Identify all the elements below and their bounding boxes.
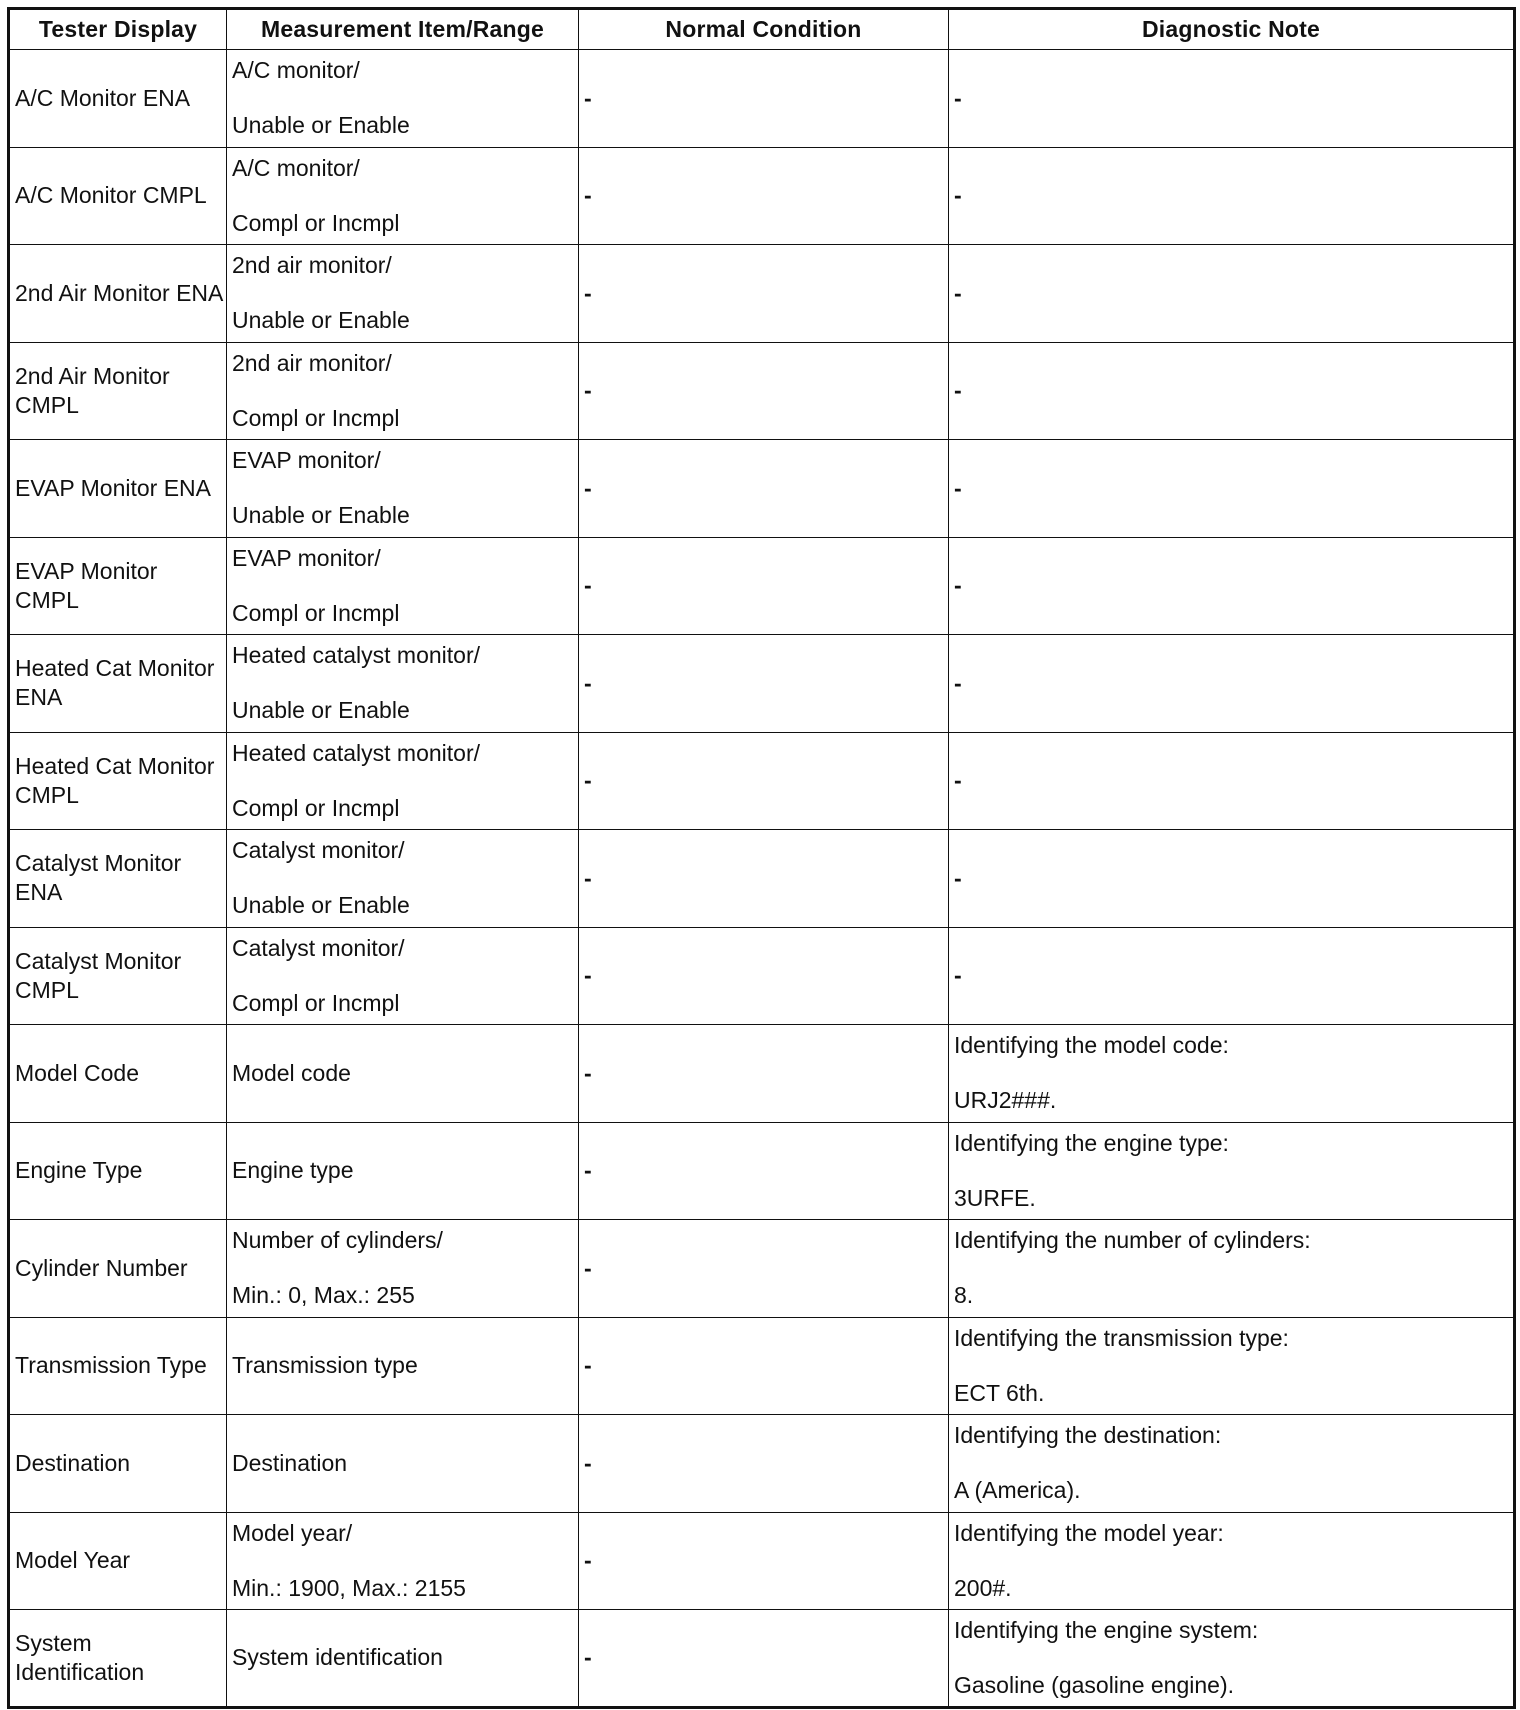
tester-display-cell xyxy=(9,1220,227,1318)
tester-display-cell xyxy=(9,1512,227,1610)
diagnostic-note-text: Identifying the engine system: xyxy=(954,1616,1259,1643)
diagnostic-note-cell xyxy=(949,635,1515,733)
measurement-range-text: Compl or Incmpl xyxy=(232,209,400,236)
diagnostic-note-cell xyxy=(949,342,1515,440)
table-row xyxy=(9,245,1515,343)
measurement-item-text: Model code xyxy=(232,1059,351,1086)
normal-condition-text: - xyxy=(584,1059,592,1086)
measurement-range-text: Compl or Incmpl xyxy=(232,989,400,1016)
measurement-item-cell xyxy=(227,440,579,538)
normal-condition-cell xyxy=(579,147,949,245)
measurement-item-cell xyxy=(227,927,579,1025)
diagnostic-note-cell xyxy=(949,440,1515,538)
measurement-item-text: A/C monitor/ xyxy=(232,154,360,181)
diagnostic-note-text: - xyxy=(954,377,962,404)
measurement-item-text: Engine type xyxy=(232,1157,354,1184)
normal-condition-cell xyxy=(579,732,949,830)
measurement-range-text: Unable or Enable xyxy=(232,697,410,724)
tester-display-cell xyxy=(9,732,227,830)
measurement-range-text: Min.: 1900, Max.: 2155 xyxy=(232,1574,466,1601)
diagnostic-note-value: 200#. xyxy=(954,1574,1012,1601)
measurement-item-cell xyxy=(227,147,579,245)
data-list-table xyxy=(7,7,1516,1709)
header-normal-condition: Normal Condition xyxy=(579,9,949,50)
table-body xyxy=(9,50,1515,1708)
normal-condition-text: - xyxy=(584,669,592,696)
normal-condition-text: - xyxy=(584,1157,592,1184)
measurement-range-text: Unable or Enable xyxy=(232,892,410,919)
diagnostic-note-value: 8. xyxy=(954,1282,974,1309)
table-row xyxy=(9,147,1515,245)
tester-display-cell xyxy=(9,50,227,148)
measurement-item-cell xyxy=(227,635,579,733)
tester-display-text: Model Year xyxy=(15,1547,131,1574)
normal-condition-text: - xyxy=(584,84,592,111)
diagnostic-note-value: ECT 6th. xyxy=(954,1379,1045,1406)
measurement-item-cell xyxy=(227,1122,579,1220)
normal-condition-text: - xyxy=(584,962,592,989)
tester-display-cell xyxy=(9,1122,227,1220)
tester-display-cell xyxy=(9,1415,227,1513)
measurement-item-text: A/C monitor/ xyxy=(232,57,360,84)
tester-display-text: System Identification xyxy=(15,1629,145,1685)
table-row xyxy=(9,732,1515,830)
diagnostic-note-value: Gasoline (gasoline engine). xyxy=(954,1671,1235,1698)
diagnostic-note-cell xyxy=(949,245,1515,343)
measurement-item-text: Model year/ xyxy=(232,1519,353,1546)
measurement-item-cell xyxy=(227,1610,579,1708)
tester-display-text: Engine Type xyxy=(15,1157,143,1184)
measurement-item-text: 2nd air monitor/ xyxy=(232,252,392,279)
measurement-item-text: Number of cylinders/ xyxy=(232,1227,443,1254)
diagnostic-note-text: Identifying the model code: xyxy=(954,1032,1229,1059)
table-row xyxy=(9,50,1515,148)
normal-condition-cell xyxy=(579,635,949,733)
diagnostic-note-text: - xyxy=(954,279,962,306)
diagnostic-note-value: URJ2###. xyxy=(954,1087,1057,1114)
measurement-range-text: Unable or Enable xyxy=(232,502,410,529)
measurement-range-text: Unable or Enable xyxy=(232,112,410,139)
measurement-item-text: Catalyst monitor/ xyxy=(232,837,405,864)
tester-display-cell xyxy=(9,440,227,538)
tester-display-text: Catalyst Monitor CMPL xyxy=(15,947,182,1003)
normal-condition-cell xyxy=(579,440,949,538)
tester-display-text: Model Code xyxy=(15,1059,140,1086)
diagnostic-note-cell xyxy=(949,830,1515,928)
table-row xyxy=(9,440,1515,538)
measurement-item-text: Catalyst monitor/ xyxy=(232,934,405,961)
header-measurement-item: Measurement Item/Range xyxy=(227,9,579,50)
tester-display-text: Cylinder Number xyxy=(15,1254,188,1281)
diagnostic-note-text: - xyxy=(954,84,962,111)
tester-display-cell xyxy=(9,927,227,1025)
tester-display-text: Heated Cat Monitor CMPL xyxy=(15,752,215,808)
measurement-item-text: Heated catalyst monitor/ xyxy=(232,642,481,669)
diagnostic-note-cell xyxy=(949,50,1515,148)
table-row xyxy=(9,1317,1515,1415)
diagnostic-note-cell xyxy=(949,1512,1515,1610)
measurement-item-cell xyxy=(227,1025,579,1123)
tester-display-cell xyxy=(9,1317,227,1415)
diagnostic-note-text: Identifying the number of cylinders: xyxy=(954,1227,1311,1254)
table-row xyxy=(9,537,1515,635)
normal-condition-text: - xyxy=(584,767,592,794)
normal-condition-cell xyxy=(579,245,949,343)
measurement-item-text: System identification xyxy=(232,1644,443,1671)
normal-condition-text: - xyxy=(584,279,592,306)
normal-condition-cell xyxy=(579,927,949,1025)
measurement-range-text: Min.: 0, Max.: 255 xyxy=(232,1282,415,1309)
table-row xyxy=(9,1512,1515,1610)
normal-condition-cell xyxy=(579,342,949,440)
tester-display-text: Transmission Type xyxy=(15,1352,207,1379)
diagnostic-note-cell xyxy=(949,1122,1515,1220)
table-row xyxy=(9,635,1515,733)
measurement-item-text: Transmission type xyxy=(232,1352,418,1379)
diagnostic-note-cell xyxy=(949,732,1515,830)
diagnostic-note-text: Identifying the engine type: xyxy=(954,1129,1229,1156)
tester-display-cell xyxy=(9,635,227,733)
measurement-item-text: Destination xyxy=(232,1449,348,1476)
tester-display-cell xyxy=(9,147,227,245)
diagnostic-note-cell xyxy=(949,927,1515,1025)
tester-display-text: Destination xyxy=(15,1449,131,1476)
measurement-item-cell xyxy=(227,50,579,148)
header-row xyxy=(9,9,1515,50)
table-row xyxy=(9,342,1515,440)
tester-display-text: EVAP Monitor ENA xyxy=(15,474,212,501)
measurement-range-text: Compl or Incmpl xyxy=(232,404,400,431)
normal-condition-cell xyxy=(579,1122,949,1220)
tester-display-text: Catalyst Monitor ENA xyxy=(15,850,182,906)
tester-display-cell xyxy=(9,537,227,635)
normal-condition-text: - xyxy=(584,572,592,599)
measurement-item-cell xyxy=(227,830,579,928)
normal-condition-cell xyxy=(579,830,949,928)
measurement-item-text: EVAP monitor/ xyxy=(232,447,381,474)
tester-display-cell xyxy=(9,1610,227,1708)
normal-condition-text: - xyxy=(584,864,592,891)
normal-condition-cell xyxy=(579,1317,949,1415)
normal-condition-text: - xyxy=(584,182,592,209)
diagnostic-note-cell xyxy=(949,1220,1515,1318)
measurement-range-text: Compl or Incmpl xyxy=(232,599,400,626)
diagnostic-note-cell xyxy=(949,1025,1515,1123)
table-row xyxy=(9,1025,1515,1123)
diagnostic-note-text: - xyxy=(954,962,962,989)
normal-condition-text: - xyxy=(584,377,592,404)
measurement-item-cell xyxy=(227,1220,579,1318)
table-row xyxy=(9,1122,1515,1220)
table-row xyxy=(9,1610,1515,1708)
header-diagnostic-note: Diagnostic Note xyxy=(949,9,1515,50)
measurement-item-text: Heated catalyst monitor/ xyxy=(232,739,481,766)
normal-condition-cell xyxy=(579,1610,949,1708)
diagnostic-note-text: - xyxy=(954,669,962,696)
tester-display-cell xyxy=(9,342,227,440)
measurement-item-cell xyxy=(227,1415,579,1513)
diagnostic-note-cell xyxy=(949,1610,1515,1708)
normal-condition-cell xyxy=(579,1025,949,1123)
diagnostic-note-text: - xyxy=(954,182,962,209)
diagnostic-note-text: Identifying the model year: xyxy=(954,1519,1224,1546)
diagnostic-note-cell xyxy=(949,1415,1515,1513)
normal-condition-text: - xyxy=(584,1254,592,1281)
table-row xyxy=(9,1415,1515,1513)
normal-condition-text: - xyxy=(584,1352,592,1379)
table-row xyxy=(9,830,1515,928)
measurement-item-cell xyxy=(227,245,579,343)
measurement-item-cell xyxy=(227,732,579,830)
tester-display-text: Heated Cat Monitor ENA xyxy=(15,655,215,711)
header-tester-display: Tester Display xyxy=(9,9,227,50)
normal-condition-cell xyxy=(579,1512,949,1610)
measurement-item-text: EVAP monitor/ xyxy=(232,544,381,571)
measurement-item-cell xyxy=(227,1317,579,1415)
tester-display-text: 2nd Air Monitor CMPL xyxy=(15,362,170,418)
normal-condition-text: - xyxy=(584,474,592,501)
normal-condition-cell xyxy=(579,1415,949,1513)
tester-display-cell xyxy=(9,1025,227,1123)
diagnostic-note-text: - xyxy=(954,864,962,891)
tester-display-text: EVAP Monitor CMPL xyxy=(15,557,158,613)
measurement-item-cell xyxy=(227,537,579,635)
measurement-item-cell xyxy=(227,342,579,440)
tester-display-cell xyxy=(9,830,227,928)
tester-display-text: 2nd Air Monitor ENA xyxy=(15,279,224,306)
diagnostic-note-text: - xyxy=(954,474,962,501)
normal-condition-text: - xyxy=(584,1449,592,1476)
tester-display-text: A/C Monitor CMPL xyxy=(15,182,207,209)
diagnostic-note-text: Identifying the transmission type: xyxy=(954,1324,1289,1351)
measurement-range-text: Unable or Enable xyxy=(232,307,410,334)
diagnostic-note-cell xyxy=(949,537,1515,635)
tester-display-cell xyxy=(9,245,227,343)
normal-condition-cell xyxy=(579,50,949,148)
measurement-range-text: Compl or Incmpl xyxy=(232,794,400,821)
normal-condition-text: - xyxy=(584,1547,592,1574)
diagnostic-note-text: Identifying the destination: xyxy=(954,1422,1222,1449)
table-row xyxy=(9,1220,1515,1318)
diagnostic-note-text: - xyxy=(954,572,962,599)
tester-display-text: A/C Monitor ENA xyxy=(15,84,191,111)
diagnostic-note-cell xyxy=(949,147,1515,245)
measurement-item-cell xyxy=(227,1512,579,1610)
table-row xyxy=(9,927,1515,1025)
diagnostic-note-cell xyxy=(949,1317,1515,1415)
normal-condition-cell xyxy=(579,537,949,635)
measurement-item-text: 2nd air monitor/ xyxy=(232,349,392,376)
diagnostic-note-value: 3URFE. xyxy=(954,1184,1036,1211)
normal-condition-text: - xyxy=(584,1644,592,1671)
diagnostic-note-value: A (America). xyxy=(954,1477,1081,1504)
diagnostic-note-text: - xyxy=(954,767,962,794)
normal-condition-cell xyxy=(579,1220,949,1318)
